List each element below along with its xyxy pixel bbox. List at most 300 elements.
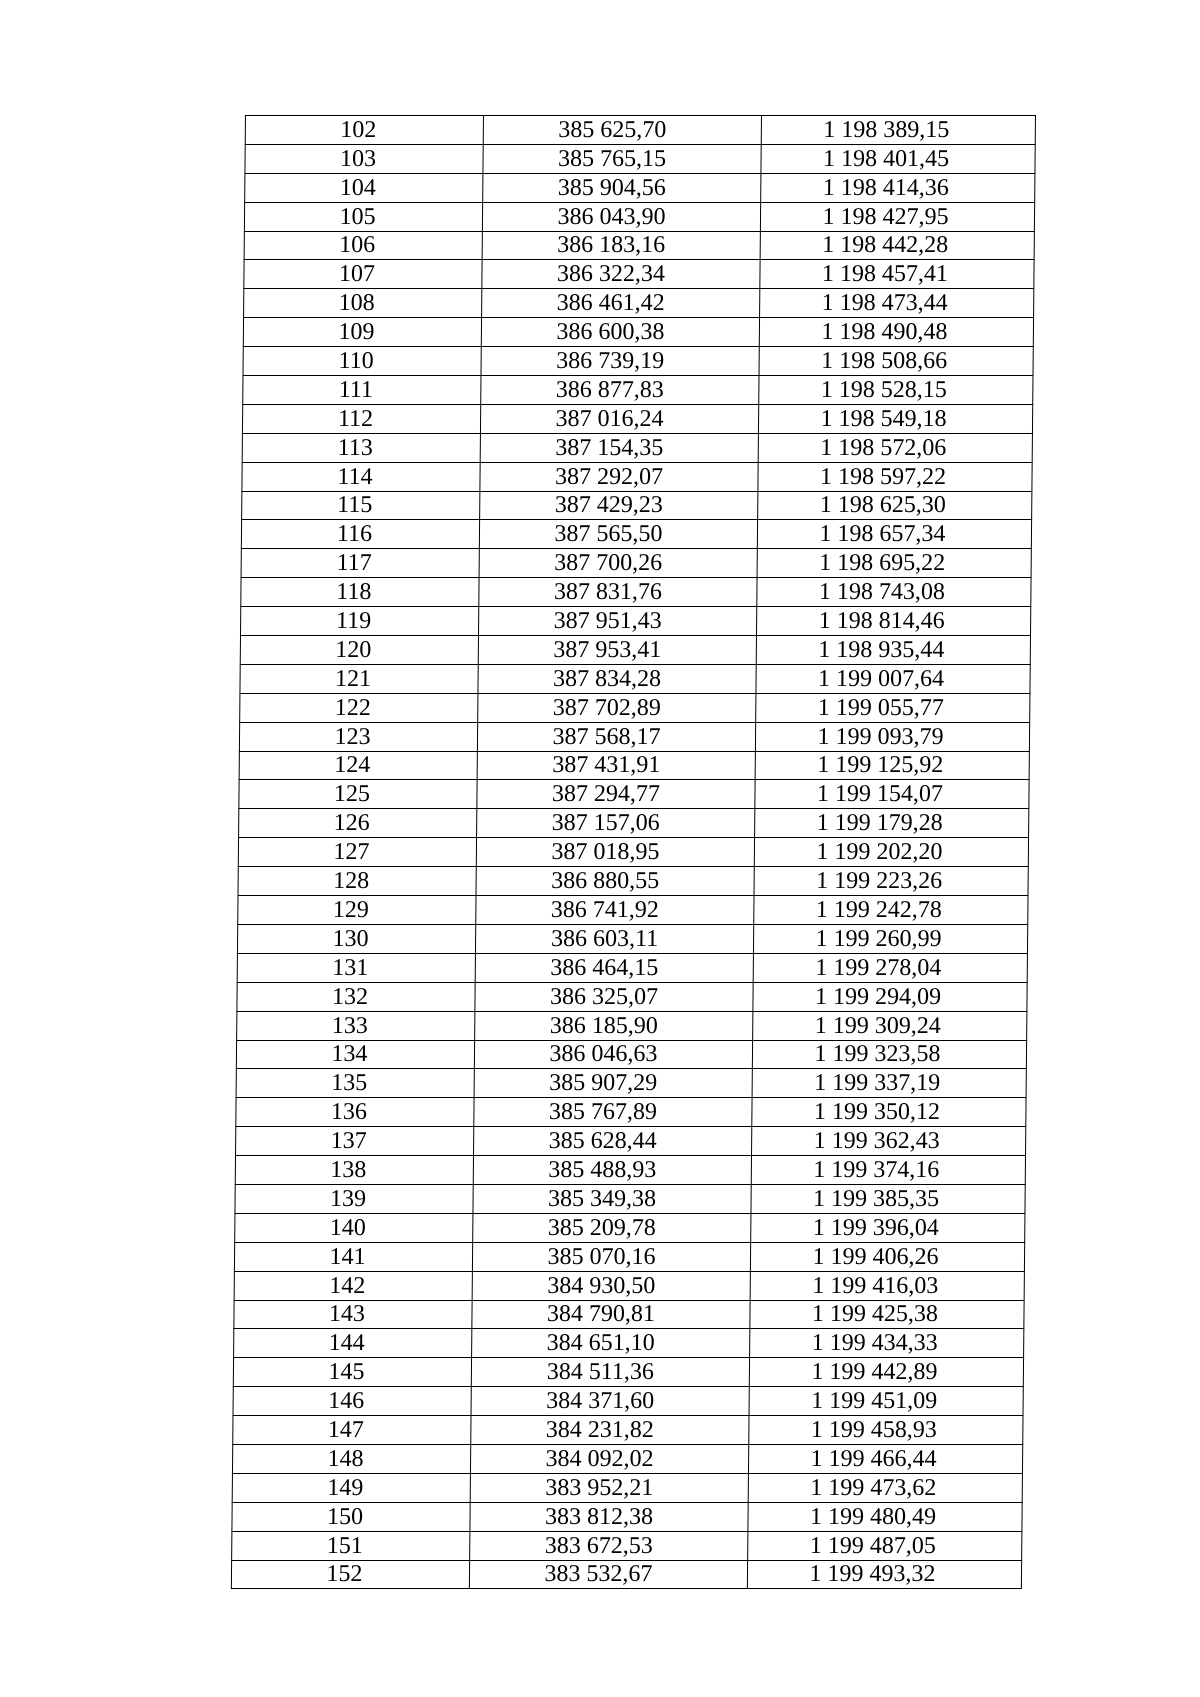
point-number-cell-text: 142	[329, 1272, 366, 1299]
x-coordinate-cell-text: 384 231,82	[545, 1416, 655, 1443]
x-coordinate-cell-text: 386 603,11	[550, 925, 659, 952]
y-coordinate-cell-text: 1 198 389,15	[823, 116, 950, 143]
point-number-cell	[233, 1387, 471, 1416]
y-coordinate-cell-text: 1 199 154,07	[816, 781, 944, 808]
x-coordinate-cell-text: 386 461,42	[556, 290, 665, 317]
point-number-cell	[245, 116, 483, 145]
y-coordinate-cell-text: 1 198 549,18	[820, 405, 947, 432]
y-coordinate-cell-text: 1 199 223,26	[816, 868, 943, 895]
y-coordinate-cell-text: 1 198 427,95	[822, 203, 949, 230]
y-coordinate-cell	[761, 173, 1035, 202]
x-coordinate-cell	[482, 202, 760, 231]
x-coordinate-cell	[479, 549, 757, 578]
y-coordinate-cell-text: 1 198 625,30	[819, 492, 946, 519]
x-coordinate-cell	[478, 636, 756, 665]
table-row	[236, 1098, 1026, 1127]
x-coordinate-cell-text: 384 511,36	[546, 1359, 655, 1386]
point-number-cell-text: 105	[339, 203, 376, 230]
y-coordinate-cell	[753, 924, 1027, 953]
point-number-cell-text: 121	[334, 665, 372, 692]
table-row	[234, 1329, 1024, 1358]
x-coordinate-cell	[475, 982, 753, 1011]
point-number-cell	[233, 1358, 471, 1387]
y-coordinate-cell	[755, 751, 1029, 780]
table-row	[231, 1560, 1021, 1589]
point-number-cell	[238, 896, 476, 925]
point-number-cell-text: 115	[337, 492, 373, 519]
y-coordinate-cell-text: 1 199 125,92	[817, 752, 944, 779]
x-coordinate-cell-text: 384 371,60	[546, 1388, 655, 1415]
table-row	[244, 202, 1034, 231]
y-coordinate-cell-text: 1 199 374,16	[813, 1156, 940, 1183]
point-number-cell	[243, 376, 481, 405]
table-row	[239, 751, 1029, 780]
y-coordinate-cell-text: 1 199 480,49	[809, 1503, 937, 1530]
x-coordinate-cell	[478, 664, 756, 693]
point-number-cell	[239, 722, 477, 751]
x-coordinate-cell-text: 385 907,29	[549, 1070, 658, 1097]
x-coordinate-cell	[472, 1271, 750, 1300]
point-number-cell	[239, 809, 477, 838]
x-coordinate-cell	[483, 116, 761, 145]
y-coordinate-cell-text: 1 199 416,03	[812, 1272, 939, 1299]
x-coordinate-cell	[477, 809, 755, 838]
point-number-cell-text: 144	[328, 1330, 365, 1357]
point-number-cell-text: 138	[330, 1156, 367, 1183]
table-row	[240, 693, 1030, 722]
x-coordinate-cell	[480, 433, 758, 462]
point-number-cell-text: 148	[327, 1445, 364, 1472]
x-coordinate-cell	[477, 751, 755, 780]
point-number-cell	[231, 1560, 469, 1589]
x-coordinate-cell-text: 386 877,83	[555, 376, 664, 403]
point-number-cell-text: 117	[336, 550, 372, 577]
table-row	[232, 1502, 1022, 1531]
x-coordinate-cell	[472, 1300, 750, 1329]
y-coordinate-cell	[759, 376, 1033, 405]
point-number-cell	[233, 1416, 471, 1445]
y-coordinate-cell	[759, 347, 1033, 376]
y-coordinate-cell-text: 1 199 442,89	[811, 1359, 938, 1386]
point-number-cell	[244, 289, 482, 318]
y-coordinate-cell-text: 1 198 401,45	[822, 145, 950, 172]
y-coordinate-cell-text: 1 199 466,44	[810, 1445, 937, 1472]
y-coordinate-cell	[758, 433, 1032, 462]
table-row	[238, 838, 1028, 867]
x-coordinate-cell	[477, 722, 755, 751]
point-number-cell	[234, 1329, 472, 1358]
point-number-cell-text: 107	[338, 261, 376, 288]
x-coordinate-cell	[479, 520, 757, 549]
point-number-cell	[243, 347, 481, 376]
y-coordinate-cell	[758, 404, 1032, 433]
coordinates-table	[231, 115, 1036, 1589]
x-coordinate-cell-text: 387 953,41	[553, 636, 662, 663]
y-coordinate-cell	[760, 231, 1034, 260]
y-coordinate-cell	[754, 867, 1028, 896]
y-coordinate-cell-text: 1 198 442,28	[822, 232, 949, 259]
table-row	[237, 1011, 1027, 1040]
point-number-cell-text: 110	[338, 348, 374, 375]
x-coordinate-cell-text: 385 349,38	[547, 1185, 657, 1212]
x-coordinate-cell	[478, 693, 756, 722]
point-number-cell	[236, 1040, 474, 1069]
y-coordinate-cell	[755, 780, 1029, 809]
y-coordinate-cell	[761, 116, 1035, 145]
y-coordinate-cell	[747, 1560, 1021, 1589]
point-number-cell-text: 104	[339, 174, 376, 201]
point-number-cell	[240, 693, 478, 722]
x-coordinate-cell	[470, 1502, 748, 1531]
point-number-cell-text: 106	[339, 232, 376, 259]
point-number-cell	[244, 231, 482, 260]
y-coordinate-cell-text: 1 198 490,48	[821, 319, 948, 346]
x-coordinate-cell	[482, 260, 760, 289]
x-coordinate-cell-text: 386 043,90	[557, 203, 666, 230]
point-number-cell-text: 150	[326, 1503, 364, 1530]
x-coordinate-cell	[475, 953, 753, 982]
x-coordinate-cell-text: 385 625,70	[558, 116, 667, 143]
point-number-cell-text: 113	[337, 434, 373, 461]
y-coordinate-cell	[755, 809, 1029, 838]
y-coordinate-cell	[760, 260, 1034, 289]
x-coordinate-cell-text: 387 831,76	[553, 579, 663, 606]
x-coordinate-cell	[470, 1473, 748, 1502]
y-coordinate-cell	[752, 1098, 1026, 1127]
point-number-cell	[238, 867, 476, 896]
point-number-cell-text: 128	[333, 868, 370, 895]
point-number-cell	[239, 780, 477, 809]
x-coordinate-cell-text: 383 952,21	[545, 1474, 654, 1501]
x-coordinate-cell	[474, 1040, 752, 1069]
table-row	[236, 1127, 1026, 1156]
y-coordinate-cell-text: 1 198 473,44	[821, 290, 948, 317]
x-coordinate-cell	[472, 1242, 750, 1271]
y-coordinate-cell-text: 1 198 814,46	[818, 608, 945, 635]
point-number-cell	[240, 664, 478, 693]
table-row	[236, 1040, 1026, 1069]
point-number-cell	[236, 1098, 474, 1127]
table-row	[244, 260, 1034, 289]
point-number-cell-text: 102	[340, 116, 377, 143]
table-row	[235, 1156, 1025, 1185]
y-coordinate-cell-text: 1 198 657,34	[819, 521, 946, 548]
point-number-cell-text: 129	[332, 896, 369, 923]
y-coordinate-cell	[752, 1040, 1026, 1069]
x-coordinate-cell-text: 387 834,28	[552, 665, 662, 692]
y-coordinate-cell	[753, 982, 1027, 1011]
y-coordinate-cell	[750, 1242, 1024, 1271]
point-number-cell	[235, 1156, 473, 1185]
x-coordinate-cell-text: 386 464,15	[550, 954, 659, 981]
x-coordinate-cell-text: 387 294,77	[551, 781, 661, 808]
point-number-cell	[244, 260, 482, 289]
table-row	[233, 1358, 1023, 1387]
y-coordinate-cell-text: 1 199 278,04	[815, 954, 942, 981]
table-row	[244, 289, 1034, 318]
x-coordinate-cell-text: 383 812,38	[544, 1503, 654, 1530]
x-coordinate-cell-text: 387 565,50	[554, 521, 663, 548]
x-coordinate-cell-text: 387 157,06	[551, 810, 660, 837]
x-coordinate-cell	[470, 1531, 748, 1560]
point-number-cell	[242, 433, 480, 462]
table-row	[245, 144, 1035, 173]
x-coordinate-cell	[483, 144, 761, 173]
y-coordinate-cell-text: 1 199 362,43	[813, 1128, 940, 1155]
table-row	[243, 318, 1033, 347]
x-coordinate-cell	[481, 376, 759, 405]
table-row	[235, 1184, 1025, 1213]
point-number-cell	[237, 924, 475, 953]
y-coordinate-cell	[750, 1300, 1024, 1329]
y-coordinate-cell	[751, 1184, 1025, 1213]
table-row	[238, 896, 1028, 925]
y-coordinate-cell-text: 1 199 055,77	[817, 694, 944, 721]
point-number-cell-text: 133	[331, 1012, 368, 1039]
point-number-cell	[242, 462, 480, 491]
y-coordinate-cell	[757, 520, 1031, 549]
y-coordinate-cell-text: 1 199 337,19	[814, 1070, 941, 1097]
y-coordinate-cell	[757, 607, 1031, 636]
table-row	[233, 1387, 1023, 1416]
y-coordinate-cell-text: 1 199 385,35	[812, 1185, 940, 1212]
table-row	[240, 664, 1030, 693]
point-number-cell-text: 149	[327, 1474, 364, 1501]
point-number-cell-text: 116	[336, 521, 373, 548]
y-coordinate-cell-text: 1 199 406,26	[812, 1243, 939, 1270]
point-number-cell-text: 134	[331, 1041, 368, 1068]
x-coordinate-cell-text: 386 739,19	[556, 348, 665, 375]
y-coordinate-cell	[749, 1387, 1023, 1416]
table-row	[240, 636, 1030, 665]
x-coordinate-cell-text: 385 209,78	[547, 1214, 656, 1241]
y-coordinate-cell	[751, 1156, 1025, 1185]
coordinates-table-body	[231, 116, 1035, 1589]
point-number-cell-text: 145	[328, 1359, 365, 1386]
table-row	[241, 607, 1031, 636]
point-number-cell-text: 146	[328, 1388, 365, 1415]
point-number-cell	[232, 1473, 470, 1502]
y-coordinate-cell-text: 1 198 597,22	[819, 463, 947, 490]
point-number-cell-text: 118	[336, 579, 372, 606]
y-coordinate-cell-text: 1 198 935,44	[818, 636, 945, 663]
table-row	[242, 491, 1032, 520]
point-number-cell	[241, 578, 479, 607]
point-number-cell-text: 125	[333, 781, 371, 808]
table-row	[233, 1416, 1023, 1445]
y-coordinate-cell	[750, 1271, 1024, 1300]
x-coordinate-cell-text: 386 322,34	[556, 261, 666, 288]
y-coordinate-cell-text: 1 199 260,99	[815, 925, 942, 952]
x-coordinate-cell	[481, 318, 759, 347]
point-number-cell	[234, 1300, 472, 1329]
x-coordinate-cell	[482, 231, 760, 260]
x-coordinate-cell	[469, 1560, 747, 1589]
table-row	[241, 578, 1031, 607]
y-coordinate-cell-text: 1 199 179,28	[816, 810, 943, 837]
y-coordinate-cell-text: 1 199 093,79	[817, 723, 944, 750]
y-coordinate-cell-text: 1 199 434,33	[811, 1330, 938, 1357]
y-coordinate-cell-text: 1 199 294,09	[814, 983, 942, 1010]
point-number-cell	[236, 1127, 474, 1156]
point-number-cell	[240, 636, 478, 665]
table-row	[235, 1213, 1025, 1242]
point-number-cell-text: 108	[338, 290, 375, 317]
y-coordinate-cell-text: 1 199 451,09	[811, 1388, 938, 1415]
point-number-cell	[234, 1242, 472, 1271]
point-number-cell-text: 124	[334, 752, 371, 779]
point-number-cell-text: 127	[333, 839, 370, 866]
x-coordinate-cell	[475, 924, 753, 953]
x-coordinate-cell-text: 386 325,07	[549, 983, 659, 1010]
y-coordinate-cell-text: 1 198 572,06	[820, 434, 947, 461]
x-coordinate-cell	[482, 289, 760, 318]
table-row	[234, 1271, 1024, 1300]
point-number-cell-text: 119	[335, 608, 372, 635]
x-coordinate-cell	[474, 1098, 752, 1127]
y-coordinate-cell	[757, 549, 1031, 578]
x-coordinate-cell	[479, 607, 757, 636]
point-number-cell	[237, 1011, 475, 1040]
point-number-cell-text: 139	[329, 1185, 367, 1212]
point-number-cell-text: 123	[334, 723, 371, 750]
x-coordinate-cell	[473, 1213, 751, 1242]
y-coordinate-cell-text: 1 199 487,05	[809, 1532, 936, 1559]
x-coordinate-cell	[474, 1127, 752, 1156]
table-row	[236, 1069, 1026, 1098]
x-coordinate-cell	[473, 1156, 751, 1185]
x-coordinate-cell-text: 383 672,53	[544, 1532, 653, 1559]
y-coordinate-cell-text: 1 199 493,32	[809, 1561, 936, 1588]
y-coordinate-cell-text: 1 198 508,66	[821, 348, 948, 375]
x-coordinate-cell-text: 386 183,16	[557, 232, 666, 259]
table-row	[239, 809, 1029, 838]
point-number-cell-text: 114	[337, 463, 373, 490]
x-coordinate-cell	[480, 462, 758, 491]
point-number-cell	[239, 751, 477, 780]
point-number-cell	[241, 549, 479, 578]
y-coordinate-cell	[749, 1358, 1023, 1387]
x-coordinate-cell	[472, 1329, 750, 1358]
y-coordinate-cell	[754, 896, 1028, 925]
y-coordinate-cell	[752, 1069, 1026, 1098]
x-coordinate-cell-text: 385 765,15	[557, 145, 667, 172]
x-coordinate-cell-text: 387 951,43	[553, 608, 662, 635]
table-row	[241, 520, 1031, 549]
y-coordinate-cell	[759, 318, 1033, 347]
x-coordinate-cell-text: 385 904,56	[557, 174, 666, 201]
y-coordinate-cell	[748, 1473, 1022, 1502]
x-coordinate-cell	[471, 1416, 749, 1445]
x-coordinate-cell-text: 387 702,89	[552, 694, 661, 721]
y-coordinate-cell	[754, 838, 1028, 867]
y-coordinate-cell	[760, 202, 1034, 231]
x-coordinate-cell-text: 385 767,89	[548, 1099, 658, 1126]
table-row	[234, 1300, 1024, 1329]
x-coordinate-cell	[480, 404, 758, 433]
x-coordinate-cell	[476, 867, 754, 896]
x-coordinate-cell-text: 383 532,67	[544, 1561, 653, 1588]
y-coordinate-cell-text: 1 199 309,24	[814, 1012, 941, 1039]
x-coordinate-cell-text: 384 651,10	[546, 1330, 655, 1357]
y-coordinate-cell	[756, 636, 1030, 665]
point-number-cell	[238, 838, 476, 867]
table-row	[243, 376, 1033, 405]
point-number-cell-text: 111	[338, 376, 374, 403]
y-coordinate-cell	[755, 722, 1029, 751]
point-number-cell-text: 143	[328, 1301, 366, 1328]
table-row	[239, 780, 1029, 809]
y-coordinate-cell-text: 1 199 473,62	[810, 1474, 937, 1501]
point-number-cell	[232, 1531, 470, 1560]
table-row	[238, 867, 1028, 896]
x-coordinate-cell-text: 387 700,26	[554, 550, 663, 577]
y-coordinate-cell-text: 1 199 396,04	[812, 1214, 939, 1241]
point-number-cell	[245, 173, 483, 202]
table-row	[243, 347, 1033, 376]
y-coordinate-cell	[753, 1011, 1027, 1040]
x-coordinate-cell	[475, 1011, 753, 1040]
x-coordinate-cell-text: 387 018,95	[551, 839, 660, 866]
x-coordinate-cell	[477, 780, 755, 809]
table-row	[242, 462, 1032, 491]
point-number-cell	[236, 1069, 474, 1098]
x-coordinate-cell-text: 385 070,16	[547, 1243, 656, 1270]
y-coordinate-cell-text: 1 198 457,41	[821, 261, 949, 288]
y-coordinate-cell	[751, 1213, 1025, 1242]
point-number-cell-text: 147	[327, 1416, 365, 1443]
y-coordinate-cell	[757, 578, 1031, 607]
y-coordinate-cell-text: 1 199 350,12	[813, 1099, 941, 1126]
y-coordinate-cell	[748, 1531, 1022, 1560]
point-number-cell	[245, 144, 483, 173]
y-coordinate-cell	[748, 1502, 1022, 1531]
point-number-cell-text: 109	[338, 319, 375, 346]
x-coordinate-cell-text: 386 600,38	[556, 319, 665, 346]
y-coordinate-cell	[750, 1329, 1024, 1358]
x-coordinate-cell-text: 386 741,92	[550, 896, 659, 923]
point-number-cell-text: 132	[331, 983, 369, 1010]
y-coordinate-cell-text: 1 199 242,78	[815, 896, 942, 923]
y-coordinate-cell-text: 1 198 743,08	[818, 579, 946, 606]
point-number-cell-text: 141	[329, 1243, 366, 1270]
x-coordinate-cell-text: 384 092,02	[545, 1445, 654, 1472]
table-row	[244, 231, 1034, 260]
point-number-cell	[242, 491, 480, 520]
x-coordinate-cell	[476, 896, 754, 925]
table-row	[237, 924, 1027, 953]
point-number-cell	[235, 1184, 473, 1213]
x-coordinate-cell-text: 387 429,23	[554, 492, 663, 519]
point-number-cell-text: 130	[332, 925, 369, 952]
x-coordinate-cell	[479, 578, 757, 607]
y-coordinate-cell	[758, 491, 1032, 520]
table-row	[237, 953, 1027, 982]
x-coordinate-cell-text: 387 154,35	[555, 434, 664, 461]
x-coordinate-cell-text: 384 930,50	[547, 1272, 656, 1299]
point-number-cell-text: 126	[333, 810, 370, 837]
y-coordinate-cell	[752, 1127, 1026, 1156]
table-row	[232, 1473, 1022, 1502]
point-number-cell-text: 152	[326, 1561, 363, 1588]
table-row	[237, 982, 1027, 1011]
table-row	[239, 722, 1029, 751]
table-row	[232, 1531, 1022, 1560]
point-number-cell-text: 131	[332, 954, 369, 981]
table-row	[245, 116, 1035, 145]
y-coordinate-cell-text: 1 199 323,58	[814, 1041, 941, 1068]
point-number-cell	[232, 1502, 470, 1531]
